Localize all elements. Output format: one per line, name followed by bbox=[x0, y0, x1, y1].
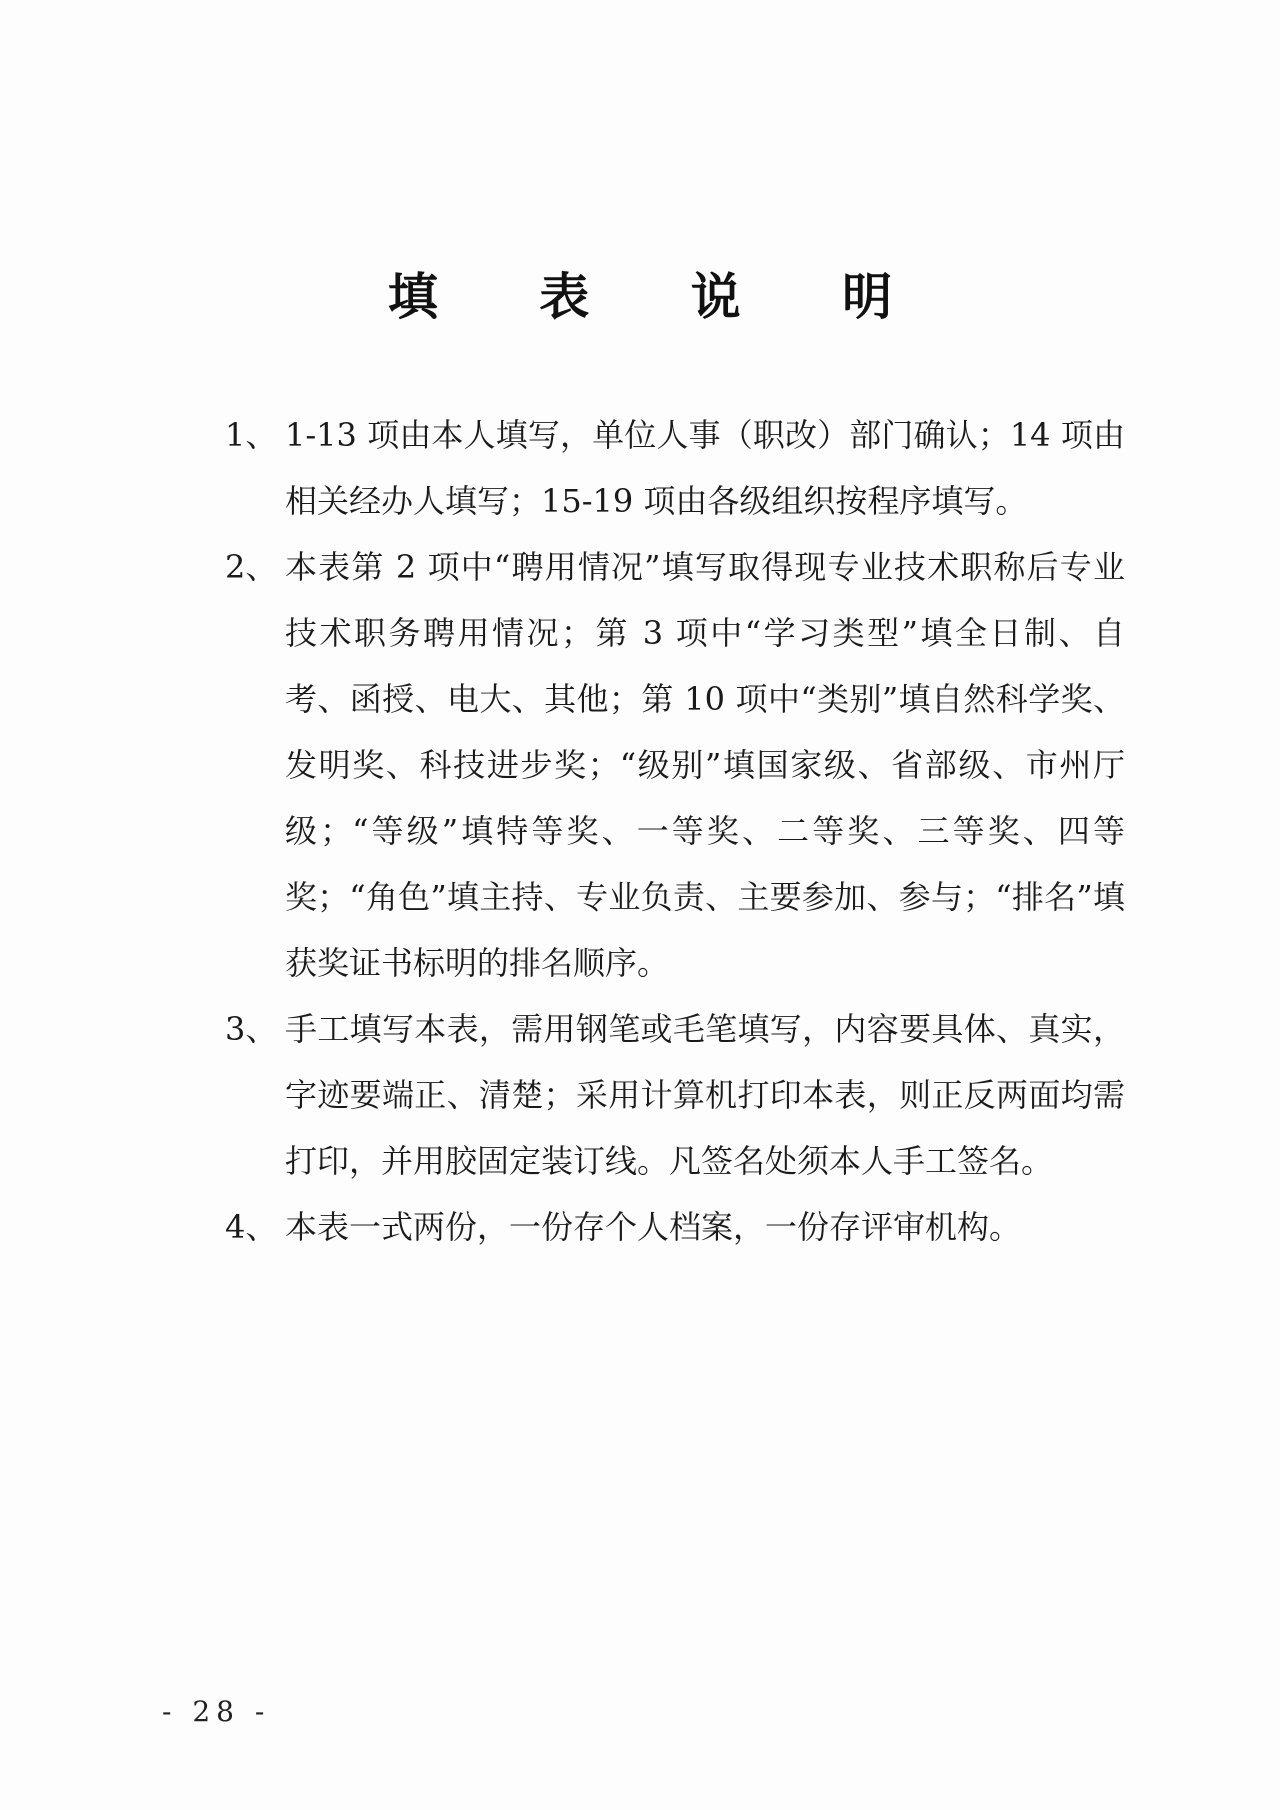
page-number: - 28 - bbox=[162, 1695, 271, 1728]
instructions-list bbox=[225, 402, 1125, 1260]
page-title: 填 表 说 明 bbox=[387, 268, 935, 326]
instruction-text: 本表第 2 项中“聘用情况”填写取得现专业技术职称后专业技术职务聘用情况；第 3 项中“学习类型”填全日制、自考、函授、电大、其他；第 10 项中“类别”填自然科学奖、发明奖、科技进步奖；“级别”填国家级、省部级、市州厅级；“等级”填特等奖、一等奖、二等奖、三等奖、四等奖；“角色”填主持、专业负责、主要参加、参与；“排名”填获奖证书标明的排名顺序。 bbox=[285, 548, 1125, 982]
instruction-item-3 bbox=[225, 996, 1125, 1194]
instruction-text: 手工填写本表，需用钢笔或毛笔填写，内容要具体、真实，字迹要端正、清楚；采用计算机打印本表，则正反两面均需打印，并用胶固定装订线。凡签名处须本人手工签名。 bbox=[285, 1010, 1125, 1180]
instruction-text: 本表一式两份，一份存个人档案，一份存评审机构。 bbox=[285, 1208, 1022, 1246]
instruction-number: 2、 bbox=[225, 548, 278, 586]
instruction-item-4 bbox=[225, 1194, 1125, 1260]
instruction-item-1 bbox=[225, 402, 1125, 534]
instruction-number: 4、 bbox=[225, 1208, 278, 1246]
instruction-text: 1-13 项由本人填写，单位人事（职改）部门确认；14 项由相关经办人填写；15-19 项由各级组织按程序填写。 bbox=[285, 416, 1125, 520]
instruction-number: 1、 bbox=[225, 416, 278, 454]
instruction-number: 3、 bbox=[225, 1010, 278, 1048]
instruction-item-2 bbox=[225, 534, 1125, 996]
